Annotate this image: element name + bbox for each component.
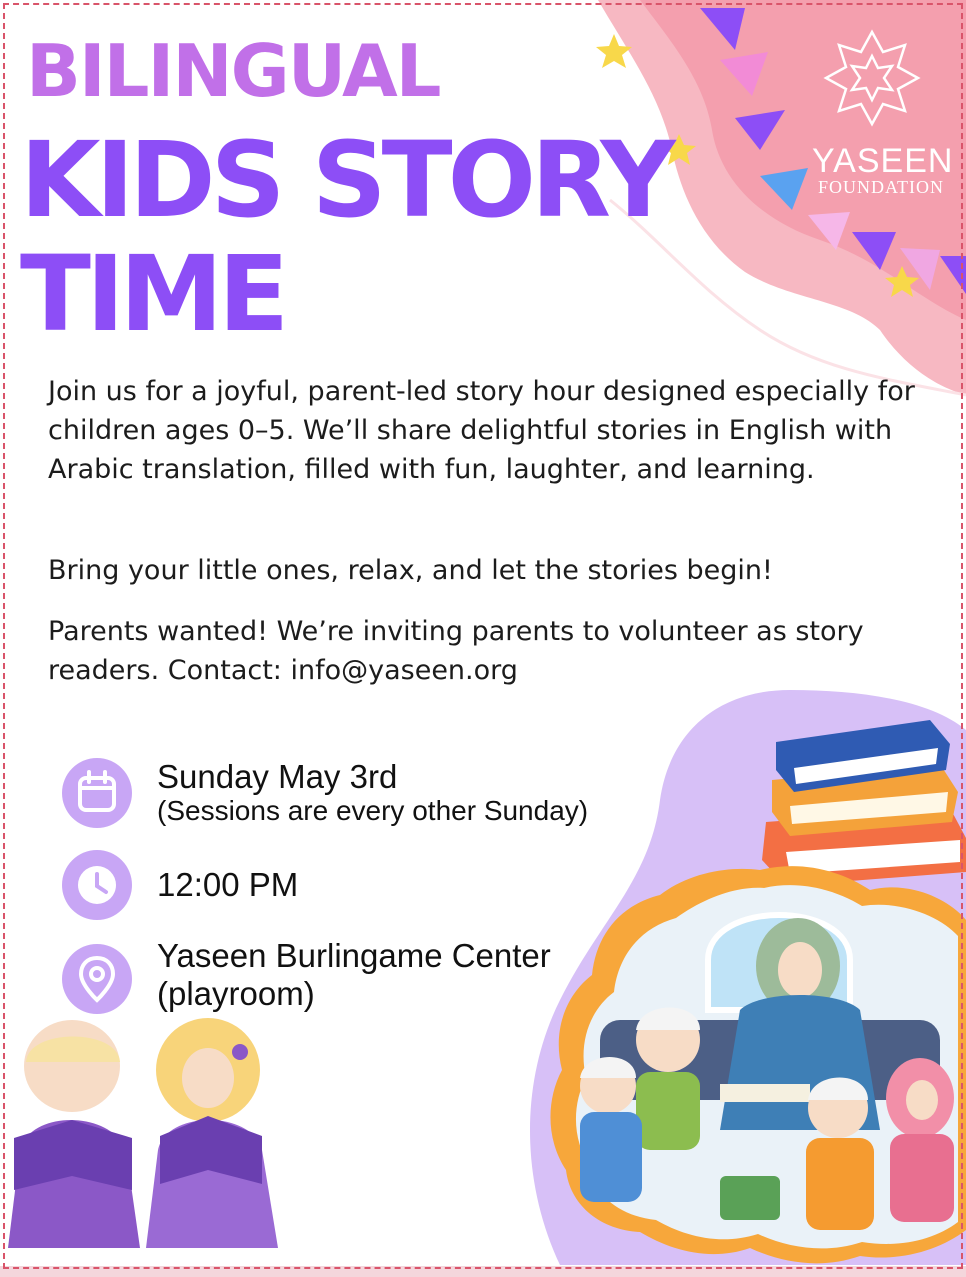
volunteer-paragraph: Parents wanted! We’re inviting parents to volunteer as story readers. Contact: info@yaseen.org <box>48 616 864 686</box>
logo-name: YASEEN <box>812 142 954 180</box>
clock-icon <box>62 850 132 920</box>
event-location: Yaseen Burlingame Center (playroom) <box>157 937 551 1012</box>
bottom-strip <box>0 1266 966 1277</box>
reading-scene-illustration <box>550 866 966 1263</box>
intro-paragraph: Join us for a joyful, parent-led story hour designed especially for children ages 0–5. We’ll share delightful stories in English with Arabic translation, filled with fun, laughter, and learning. <box>48 376 915 485</box>
location-pin-icon <box>62 944 132 1014</box>
event-date-note: (Sessions are every other Sunday) <box>157 795 589 826</box>
book-stack-illustration <box>762 720 966 886</box>
title-line-bilingual: BILINGUAL <box>26 29 440 113</box>
invitation-paragraph: Bring your little ones, relax, and let the stories begin! <box>48 555 773 586</box>
event-time: 12:00 PM <box>157 866 299 903</box>
kids-reading-illustration <box>8 1018 278 1248</box>
event-date: Sunday May 3rd <box>157 758 398 795</box>
logo-subtitle: FOUNDATION <box>818 177 944 197</box>
calendar-icon <box>62 758 132 828</box>
title-line-kids-story: KIDS STORY <box>20 119 671 241</box>
title-line-time: TIME <box>20 233 285 355</box>
